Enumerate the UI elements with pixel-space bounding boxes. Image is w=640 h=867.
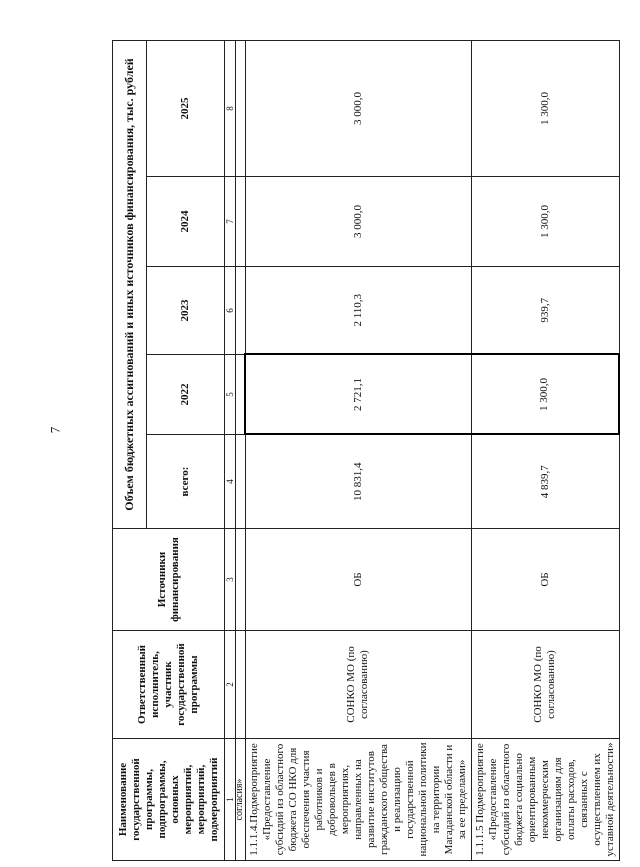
continued-text: согласия» [236, 739, 246, 861]
header-2024: 2024 [147, 177, 225, 267]
row-2022: 2 721,1 [245, 355, 471, 435]
col-num: 5 [225, 355, 236, 435]
row-source: ОБ [471, 529, 619, 631]
col-num: 6 [225, 267, 236, 355]
row-2022: 1 300,0 [471, 355, 619, 435]
header-source: Источники финансирования [113, 529, 225, 631]
row-total: 4 839,7 [471, 435, 619, 529]
row-name: 1.1.1.5 Подмероприятие «Предоставление субсидий из областного бюджета социально ориентированным некоммерческим организациям для оплаты расходов, связанных с осуществлением их уставной деятельности» [471, 739, 619, 861]
col-num: 4 [225, 435, 236, 529]
row-executor: СОНКО МО (по согласованию) [245, 631, 471, 739]
header-2023: 2023 [147, 267, 225, 355]
header-name: Наименование государственной программы, подпрограммы, основных мероприятий, мероприятий, подмероприятий [113, 739, 225, 861]
header-total: всего: [147, 435, 225, 529]
header-executor: Ответственный исполнитель, участник государственной программы [113, 631, 225, 739]
row-2023: 939,7 [471, 267, 619, 355]
row-2024: 1 300,0 [471, 177, 619, 267]
column-number-row [225, 40, 236, 860]
continuation-row [236, 40, 246, 860]
row-2025: 3 000,0 [245, 40, 471, 176]
header-2025: 2025 [147, 40, 225, 176]
row-2024: 3 000,0 [245, 177, 471, 267]
funding-table [112, 40, 620, 861]
row-2023: 2 110,3 [245, 267, 471, 355]
row-source: ОБ [245, 529, 471, 631]
table-row [471, 40, 619, 860]
header-2022: 2022 [147, 355, 225, 435]
col-num: 3 [225, 529, 236, 631]
col-num: 7 [225, 177, 236, 267]
row-name: 1.1.1.4.Подмероприятие «Предоставление субсидий из областного бюджета СО НКО для обеспечения участия работников и добровольцев в мероприятиях, направленных на развитие институтов гражданского общества и реализацию государственной национальной политики на территории Магаданской области и за ее пределами» [245, 739, 471, 861]
page-number: 7 [47, 426, 63, 434]
col-num: 1 [225, 739, 236, 861]
rotated-page [70, 0, 636, 867]
row-2025: 1 300,0 [471, 40, 619, 176]
row-executor: СОНКО МО (по согласованию) [471, 631, 619, 739]
col-num: 2 [225, 631, 236, 739]
table-row [245, 40, 471, 860]
header-funding: Объем бюджетных ассигнований и иных источников финансирования, тыс. рублей [113, 40, 147, 528]
row-total: 10 831,4 [245, 435, 471, 529]
col-num: 8 [225, 40, 236, 176]
